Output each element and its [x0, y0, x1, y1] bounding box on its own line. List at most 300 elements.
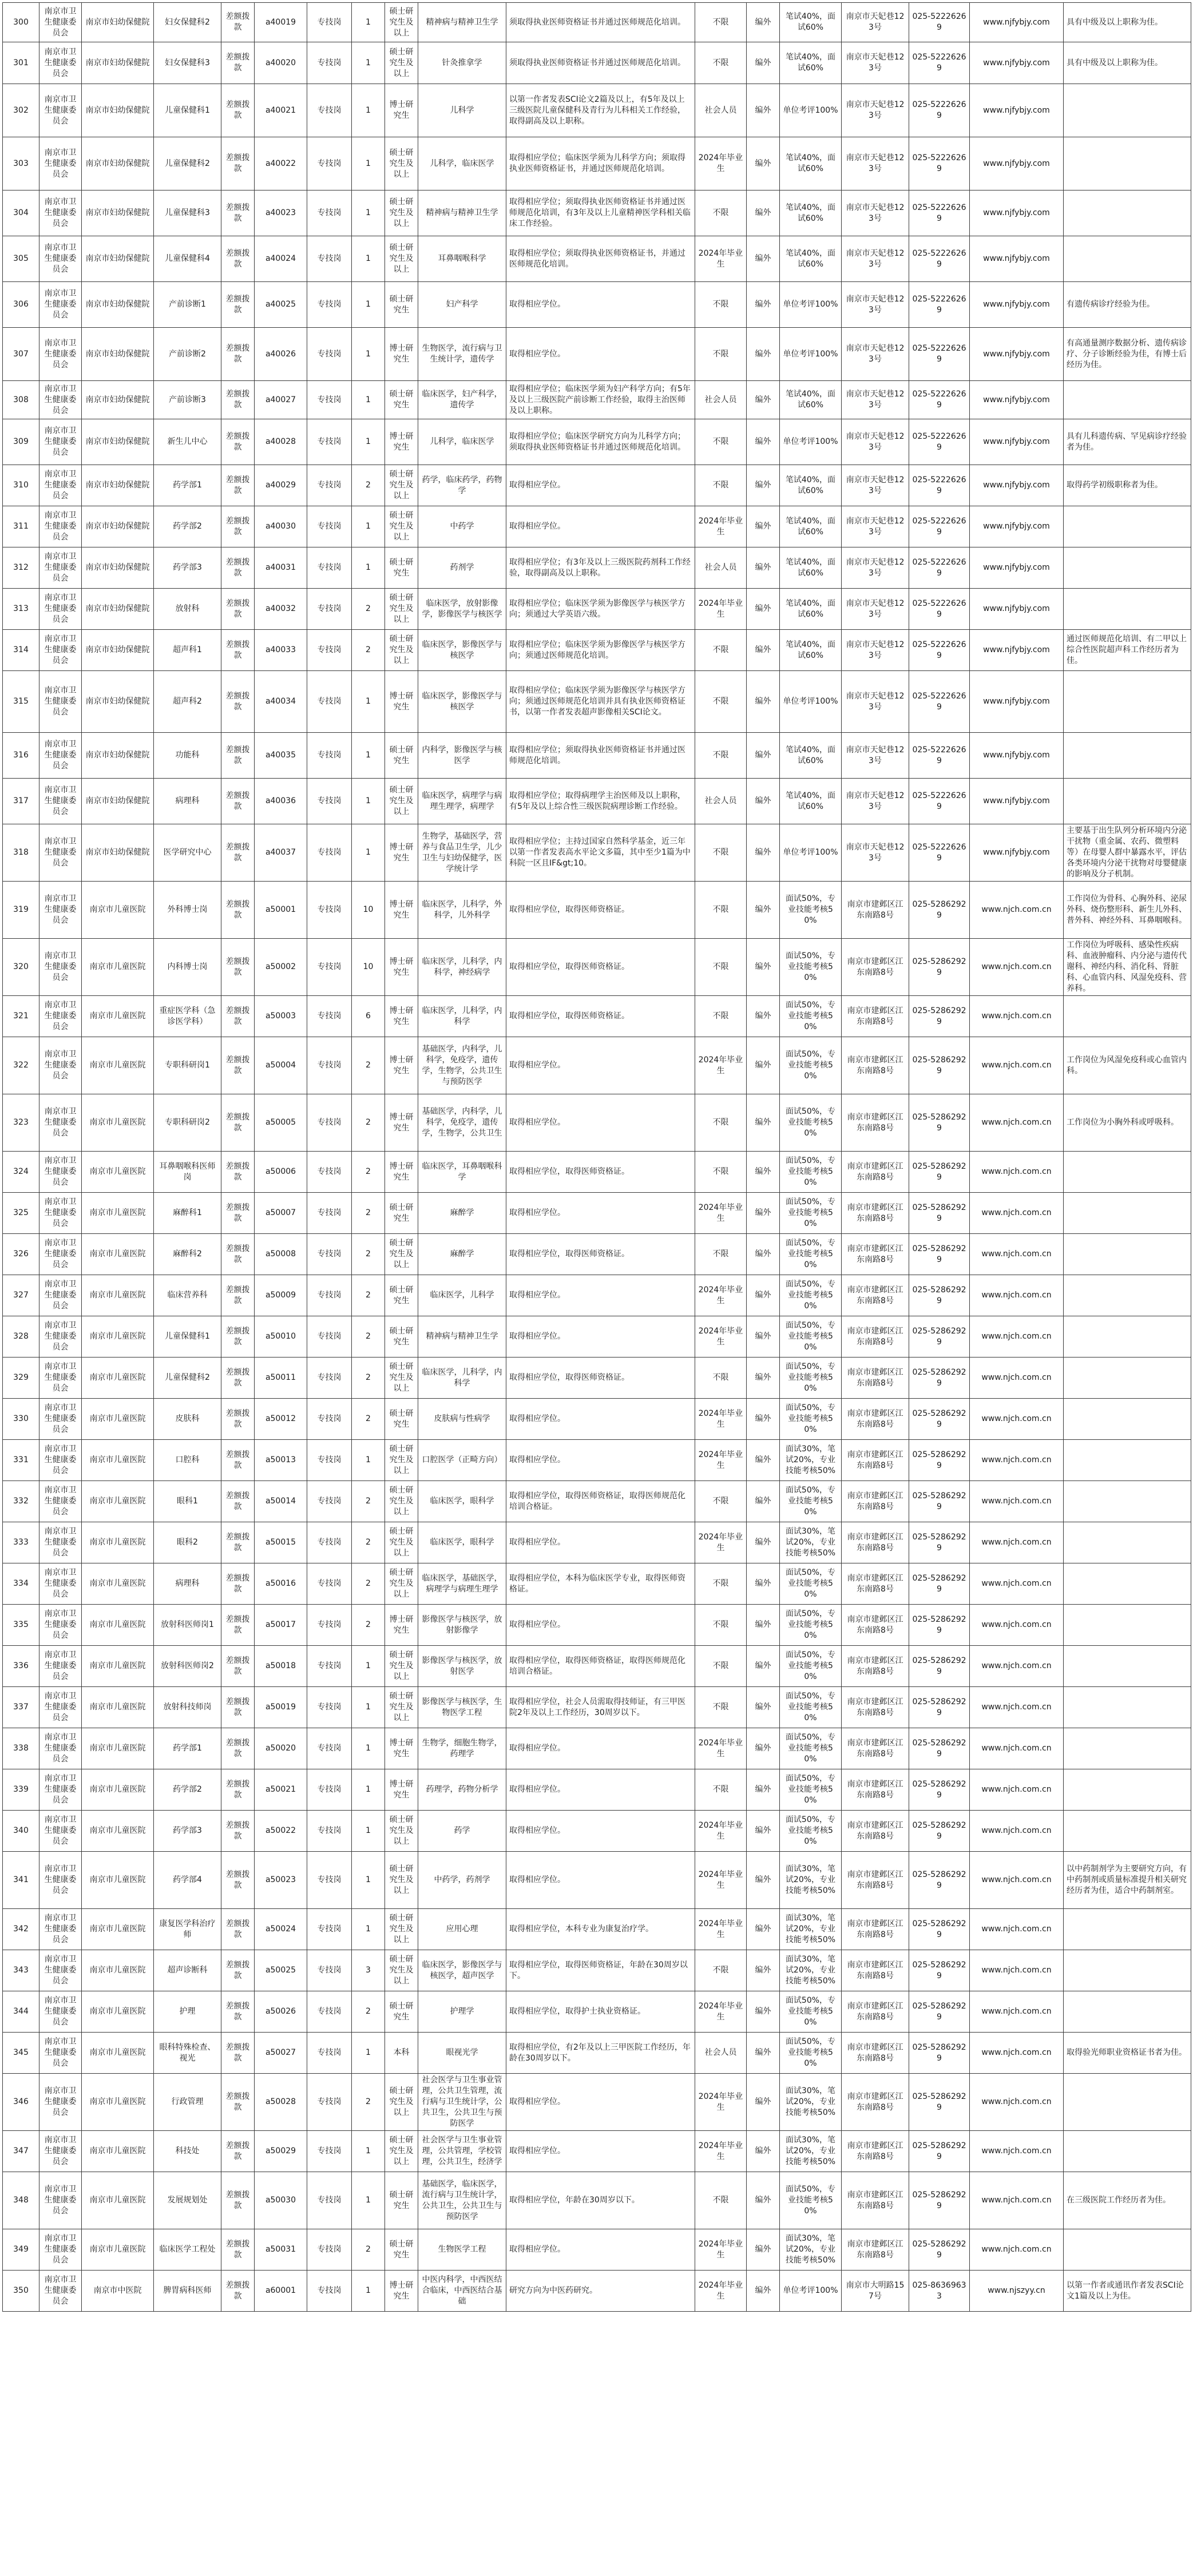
cell-education: 硕士研究生及以上 — [385, 1563, 418, 1605]
cell-phone: 025-52862929 — [909, 1275, 970, 1316]
cell-applicant-type: 社会人员 — [695, 381, 747, 419]
cell-website: www.njch.com.cn — [970, 1646, 1064, 1687]
cell-position-code: a40024 — [255, 236, 307, 282]
cell-major: 临床医学，基础医学，病理学与病理生理学 — [418, 1563, 506, 1605]
cell-education: 硕士研究生及以上 — [385, 630, 418, 671]
cell-address: 南京市天妃巷123号 — [842, 733, 909, 779]
cell-position-code: a40020 — [255, 42, 307, 84]
cell-position-name: 病理科 — [154, 779, 221, 824]
cell-department: 南京市卫生健康委员会 — [39, 419, 82, 465]
cell-funding-type: 差额拨款 — [221, 1275, 255, 1316]
cell-exam-ratio: 笔试40%，面试60% — [780, 589, 842, 630]
cell-applicant-type: 不限 — [695, 419, 747, 465]
cell-funding-type: 差额拨款 — [221, 381, 255, 419]
cell-major: 药学，临床药学，药物学 — [418, 465, 506, 506]
cell-website: www.njch.com.cn — [970, 2074, 1064, 2131]
cell-seq: 318 — [3, 824, 39, 882]
cell-employer: 南京市儿童医院 — [82, 2131, 154, 2172]
cell-website: www.njch.com.cn — [970, 1234, 1064, 1275]
cell-headcount: 2 — [352, 1399, 385, 1440]
cell-staffing: 编外 — [747, 2131, 780, 2172]
cell-applicant-type: 不限 — [695, 1646, 747, 1687]
cell-address: 南京市天妃巷123号 — [842, 190, 909, 236]
cell-remarks — [1064, 1563, 1191, 1605]
cell-requirements: 取得相应学位。 — [506, 1522, 695, 1563]
cell-headcount: 10 — [352, 939, 385, 996]
cell-staffing: 编外 — [747, 1094, 780, 1152]
cell-funding-type: 差额拨款 — [221, 1852, 255, 1909]
cell-website: www.njfybjy.com — [970, 506, 1064, 547]
cell-major: 药学 — [418, 1811, 506, 1852]
cell-position-category: 专技岗 — [307, 137, 352, 190]
cell-phone: 025-52226269 — [909, 824, 970, 882]
cell-requirements: 取得相应学位，本科为临床医学专业，取得医师资格证。 — [506, 1563, 695, 1605]
table-row — [3, 1037, 1191, 1094]
cell-applicant-type: 不限 — [695, 996, 747, 1037]
cell-position-category: 专技岗 — [307, 506, 352, 547]
cell-major: 精神病与精神卫生学 — [418, 1316, 506, 1358]
cell-position-name: 行政管理 — [154, 2074, 221, 2131]
cell-phone: 025-52226269 — [909, 190, 970, 236]
cell-position-category: 专技岗 — [307, 1399, 352, 1440]
table-row — [3, 589, 1191, 630]
cell-funding-type: 差额拨款 — [221, 779, 255, 824]
cell-employer: 南京市儿童医院 — [82, 1316, 154, 1358]
cell-employer: 南京市妇幼保健院 — [82, 381, 154, 419]
cell-phone: 025-52862929 — [909, 1687, 970, 1728]
cell-requirements: 取得相应学位。 — [506, 2229, 695, 2271]
cell-position-name: 医学研究中心 — [154, 824, 221, 882]
cell-applicant-type: 2024年毕业生 — [695, 1728, 747, 1769]
cell-requirements: 取得相应学位。 — [506, 1316, 695, 1358]
cell-applicant-type: 不限 — [695, 465, 747, 506]
cell-position-code: a40029 — [255, 465, 307, 506]
cell-headcount: 1 — [352, 2172, 385, 2229]
cell-applicant-type: 不限 — [695, 42, 747, 84]
cell-applicant-type: 不限 — [695, 882, 747, 939]
cell-position-name: 眼科2 — [154, 1522, 221, 1563]
cell-employer: 南京市儿童医院 — [82, 1234, 154, 1275]
cell-remarks — [1064, 1399, 1191, 1440]
cell-seq: 341 — [3, 1852, 39, 1909]
cell-requirements: 取得相应学位，取得医师资格证。 — [506, 882, 695, 939]
cell-staffing: 编外 — [747, 190, 780, 236]
cell-website: www.njfybjy.com — [970, 547, 1064, 589]
cell-staffing: 编外 — [747, 1275, 780, 1316]
cell-exam-ratio: 面试30%，笔试20%，专业技能考核50% — [780, 2229, 842, 2271]
cell-department: 南京市卫生健康委员会 — [39, 42, 82, 84]
cell-website: www.njfybjy.com — [970, 3, 1064, 42]
cell-remarks: 取得验光师职业资格证书者为佳。 — [1064, 2033, 1191, 2074]
cell-position-name: 产前诊断3 — [154, 381, 221, 419]
cell-education: 硕士研究生及以上 — [385, 1909, 418, 1950]
cell-funding-type: 差额拨款 — [221, 1094, 255, 1152]
cell-requirements: 取得相应学位，取得医师资格证。 — [506, 996, 695, 1037]
cell-remarks — [1064, 1358, 1191, 1399]
cell-phone: 025-52226269 — [909, 84, 970, 137]
table-row — [3, 282, 1191, 328]
cell-position-category: 专技岗 — [307, 1728, 352, 1769]
cell-position-category: 专技岗 — [307, 1275, 352, 1316]
cell-website: www.njch.com.cn — [970, 2172, 1064, 2229]
cell-position-category: 专技岗 — [307, 547, 352, 589]
cell-funding-type: 差额拨款 — [221, 547, 255, 589]
cell-position-category: 专技岗 — [307, 671, 352, 733]
cell-phone: 025-52862929 — [909, 1728, 970, 1769]
cell-requirements: 取得相应学位。 — [506, 282, 695, 328]
recruitment-table — [2, 2, 1191, 2312]
cell-remarks — [1064, 1769, 1191, 1811]
cell-staffing: 编外 — [747, 42, 780, 84]
cell-headcount: 2 — [352, 1563, 385, 1605]
cell-staffing: 编外 — [747, 1646, 780, 1687]
cell-position-code: a50028 — [255, 2074, 307, 2131]
cell-address: 南京市大明路157号 — [842, 2271, 909, 2312]
cell-website: www.njch.com.cn — [970, 1399, 1064, 1440]
cell-position-name: 超声诊断科 — [154, 1950, 221, 1991]
cell-applicant-type: 不限 — [695, 3, 747, 42]
cell-funding-type: 差额拨款 — [221, 1687, 255, 1728]
cell-seq: 345 — [3, 2033, 39, 2074]
cell-website: www.njfybjy.com — [970, 465, 1064, 506]
cell-position-category: 专技岗 — [307, 2271, 352, 2312]
cell-seq: 311 — [3, 506, 39, 547]
cell-seq: 331 — [3, 1440, 39, 1481]
cell-remarks — [1064, 1275, 1191, 1316]
cell-applicant-type: 2024年毕业生 — [695, 506, 747, 547]
cell-requirements: 取得相应学位；取得病理学主治医师及以上职称，有5年及以上综合性三级医院病理诊断工作经验。 — [506, 779, 695, 824]
cell-requirements: 取得相应学位，年龄在30周岁以下。 — [506, 2172, 695, 2229]
cell-position-code: a50022 — [255, 1811, 307, 1852]
cell-position-code: a50009 — [255, 1275, 307, 1316]
cell-position-category: 专技岗 — [307, 1037, 352, 1094]
cell-position-code: a40021 — [255, 84, 307, 137]
cell-exam-ratio: 笔试40%，面试60% — [780, 3, 842, 42]
cell-remarks: 工作岗位为骨科、心胸外科、泌尿外科、烧伤整形科、新生儿外科、普外科、神经外科、耳鼻咽喉科。 — [1064, 882, 1191, 939]
cell-website: www.njch.com.cn — [970, 1152, 1064, 1193]
cell-applicant-type: 不限 — [695, 2172, 747, 2229]
cell-remarks — [1064, 1728, 1191, 1769]
cell-education: 硕士研究生 — [385, 2172, 418, 2229]
cell-seq: 336 — [3, 1646, 39, 1687]
cell-phone: 025-52226269 — [909, 506, 970, 547]
cell-position-code: a60001 — [255, 2271, 307, 2312]
cell-exam-ratio: 面试30%，笔试20%，专业技能考核50% — [780, 1950, 842, 1991]
cell-seq: 329 — [3, 1358, 39, 1399]
cell-position-code: a50012 — [255, 1399, 307, 1440]
cell-headcount: 1 — [352, 282, 385, 328]
cell-position-category: 专技岗 — [307, 1811, 352, 1852]
cell-employer: 南京市妇幼保健院 — [82, 419, 154, 465]
cell-funding-type: 差额拨款 — [221, 1811, 255, 1852]
cell-remarks — [1064, 547, 1191, 589]
cell-remarks — [1064, 1991, 1191, 2033]
cell-headcount: 1 — [352, 1769, 385, 1811]
cell-position-name: 内科博士岗 — [154, 939, 221, 996]
cell-staffing: 编外 — [747, 419, 780, 465]
table-row — [3, 1481, 1191, 1522]
cell-phone: 025-52862929 — [909, 1193, 970, 1234]
cell-applicant-type: 不限 — [695, 671, 747, 733]
cell-headcount: 1 — [352, 236, 385, 282]
cell-exam-ratio: 笔试40%，面试60% — [780, 42, 842, 84]
cell-phone: 025-52862929 — [909, 1563, 970, 1605]
cell-position-name: 眼科特殊检查、视光 — [154, 2033, 221, 2074]
cell-position-name: 康复医学科治疗师 — [154, 1909, 221, 1950]
cell-requirements: 取得相应学位。 — [506, 2074, 695, 2131]
table-row — [3, 2033, 1191, 2074]
cell-major: 临床医学，儿科学，内科学，神经病学 — [418, 939, 506, 996]
cell-funding-type: 差额拨款 — [221, 190, 255, 236]
cell-address: 南京市建邺区江东南路8号 — [842, 1481, 909, 1522]
cell-seq: 347 — [3, 2131, 39, 2172]
cell-staffing: 编外 — [747, 1852, 780, 1909]
cell-funding-type: 差额拨款 — [221, 419, 255, 465]
cell-position-code: a50029 — [255, 2131, 307, 2172]
cell-position-code: a40019 — [255, 3, 307, 42]
cell-position-category: 专技岗 — [307, 1646, 352, 1687]
cell-education: 硕士研究生 — [385, 1193, 418, 1234]
cell-exam-ratio: 笔试40%，面试60% — [780, 547, 842, 589]
cell-requirements: 取得相应学位。 — [506, 1811, 695, 1852]
cell-position-name: 放射科医师岗1 — [154, 1605, 221, 1646]
cell-department: 南京市卫生健康委员会 — [39, 1769, 82, 1811]
cell-funding-type: 差额拨款 — [221, 671, 255, 733]
cell-funding-type: 差额拨款 — [221, 1769, 255, 1811]
table-row — [3, 939, 1191, 996]
cell-remarks — [1064, 1193, 1191, 1234]
cell-seq: 303 — [3, 137, 39, 190]
cell-headcount: 2 — [352, 1605, 385, 1646]
table-row — [3, 2172, 1191, 2229]
cell-major: 影像医学与核医学，放射影像学 — [418, 1605, 506, 1646]
cell-applicant-type: 2024年毕业生 — [695, 1037, 747, 1094]
cell-position-code: a40032 — [255, 589, 307, 630]
cell-exam-ratio: 单位考评100% — [780, 84, 842, 137]
cell-education: 硕士研究生 — [385, 1991, 418, 2033]
cell-department: 南京市卫生健康委员会 — [39, 824, 82, 882]
cell-position-name: 耳鼻咽喉科医师岗 — [154, 1152, 221, 1193]
cell-website: www.njch.com.cn — [970, 1811, 1064, 1852]
table-row — [3, 1193, 1191, 1234]
cell-website: www.njfybjy.com — [970, 137, 1064, 190]
cell-position-code: a40035 — [255, 733, 307, 779]
cell-funding-type: 差额拨款 — [221, 1728, 255, 1769]
cell-exam-ratio: 面试30%，笔试20%，专业技能考核50% — [780, 2074, 842, 2131]
cell-major: 耳鼻咽喉科学 — [418, 236, 506, 282]
cell-requirements: 取得相应学位。 — [506, 506, 695, 547]
cell-education: 硕士研究生 — [385, 2229, 418, 2271]
cell-applicant-type: 不限 — [695, 1481, 747, 1522]
cell-education: 博士研究生 — [385, 1605, 418, 1646]
cell-major: 皮肤病与性病学 — [418, 1399, 506, 1440]
cell-position-category: 专技岗 — [307, 2131, 352, 2172]
cell-remarks: 具有中级及以上职称为佳。 — [1064, 3, 1191, 42]
cell-department: 南京市卫生健康委员会 — [39, 236, 82, 282]
table-row — [3, 42, 1191, 84]
cell-education: 硕士研究生及以上 — [385, 1852, 418, 1909]
cell-requirements: 取得相应学位。 — [506, 328, 695, 381]
cell-employer: 南京市儿童医院 — [82, 1728, 154, 1769]
cell-address: 南京市建邺区江东南路8号 — [842, 1605, 909, 1646]
cell-remarks — [1064, 1605, 1191, 1646]
cell-remarks: 以第一作者或通讯作者发表SCI论文1篇及以上为佳。 — [1064, 2271, 1191, 2312]
cell-headcount: 1 — [352, 419, 385, 465]
cell-applicant-type: 2024年毕业生 — [695, 589, 747, 630]
cell-funding-type: 差额拨款 — [221, 465, 255, 506]
cell-address: 南京市天妃巷123号 — [842, 419, 909, 465]
cell-funding-type: 差额拨款 — [221, 282, 255, 328]
cell-position-name: 放射科 — [154, 589, 221, 630]
cell-major: 生物医学，流行病与卫生统计学，遗传学 — [418, 328, 506, 381]
cell-funding-type: 差额拨款 — [221, 824, 255, 882]
cell-phone: 025-52862929 — [909, 1316, 970, 1358]
cell-funding-type: 差额拨款 — [221, 1193, 255, 1234]
cell-education: 博士研究生 — [385, 419, 418, 465]
cell-address: 南京市建邺区江东南路8号 — [842, 1316, 909, 1358]
cell-education: 硕士研究生及以上 — [385, 1811, 418, 1852]
cell-exam-ratio: 笔试40%，面试60% — [780, 137, 842, 190]
cell-phone: 025-52862929 — [909, 2074, 970, 2131]
cell-education: 博士研究生 — [385, 2271, 418, 2312]
cell-seq: 314 — [3, 630, 39, 671]
cell-department: 南京市卫生健康委员会 — [39, 547, 82, 589]
cell-department: 南京市卫生健康委员会 — [39, 1852, 82, 1909]
cell-position-code: a50031 — [255, 2229, 307, 2271]
cell-position-code: a50018 — [255, 1646, 307, 1687]
cell-staffing: 编外 — [747, 84, 780, 137]
cell-website: www.njch.com.cn — [970, 1522, 1064, 1563]
cell-position-category: 专技岗 — [307, 733, 352, 779]
cell-website: www.njch.com.cn — [970, 1728, 1064, 1769]
cell-position-name: 病理科 — [154, 1563, 221, 1605]
table-row — [3, 1950, 1191, 1991]
cell-position-code: a50019 — [255, 1687, 307, 1728]
cell-education: 硕士研究生及以上 — [385, 137, 418, 190]
cell-address: 南京市建邺区江东南路8号 — [842, 2033, 909, 2074]
cell-applicant-type: 社会人员 — [695, 2033, 747, 2074]
cell-address: 南京市建邺区江东南路8号 — [842, 1358, 909, 1399]
cell-employer: 南京市儿童医院 — [82, 1481, 154, 1522]
cell-headcount: 1 — [352, 2131, 385, 2172]
cell-exam-ratio: 面试30%，笔试20%，专业技能考核50% — [780, 1522, 842, 1563]
cell-position-name: 妇女保健科3 — [154, 42, 221, 84]
cell-employer: 南京市儿童医院 — [82, 996, 154, 1037]
table-row — [3, 779, 1191, 824]
cell-education: 硕士研究生及以上 — [385, 3, 418, 42]
cell-position-code: a50030 — [255, 2172, 307, 2229]
cell-exam-ratio: 笔试40%，面试60% — [780, 733, 842, 779]
cell-address: 南京市天妃巷123号 — [842, 506, 909, 547]
cell-education: 博士研究生 — [385, 1728, 418, 1769]
cell-requirements: 取得相应学位，取得医师资格证，取得医师规范化培训合格证。 — [506, 1481, 695, 1522]
cell-position-category: 专技岗 — [307, 381, 352, 419]
cell-position-code: a40036 — [255, 779, 307, 824]
cell-seq: 317 — [3, 779, 39, 824]
cell-seq: 307 — [3, 328, 39, 381]
cell-website: www.njfybjy.com — [970, 630, 1064, 671]
cell-department: 南京市卫生健康委员会 — [39, 1646, 82, 1687]
cell-address: 南京市建邺区江东南路8号 — [842, 996, 909, 1037]
cell-requirements: 取得相应学位；须取得执业医师资格证书并通过医师规范化培训。 — [506, 733, 695, 779]
cell-phone: 025-52862929 — [909, 2131, 970, 2172]
cell-department: 南京市卫生健康委员会 — [39, 671, 82, 733]
cell-address: 南京市建邺区江东南路8号 — [842, 1811, 909, 1852]
cell-position-name: 临床医学工程处 — [154, 2229, 221, 2271]
cell-department: 南京市卫生健康委员会 — [39, 2172, 82, 2229]
cell-position-name: 儿童保健科1 — [154, 1316, 221, 1358]
cell-address: 南京市天妃巷123号 — [842, 42, 909, 84]
cell-employer: 南京市儿童医院 — [82, 1037, 154, 1094]
cell-education: 硕士研究生及以上 — [385, 1440, 418, 1481]
cell-seq: 320 — [3, 939, 39, 996]
cell-position-code: a50016 — [255, 1563, 307, 1605]
cell-department: 南京市卫生健康委员会 — [39, 1605, 82, 1646]
cell-seq: 327 — [3, 1275, 39, 1316]
cell-department: 南京市卫生健康委员会 — [39, 1037, 82, 1094]
cell-website: www.njch.com.cn — [970, 1950, 1064, 1991]
cell-department: 南京市卫生健康委员会 — [39, 1563, 82, 1605]
cell-headcount: 2 — [352, 1316, 385, 1358]
cell-employer: 南京市妇幼保健院 — [82, 824, 154, 882]
cell-education: 硕士研究生及以上 — [385, 779, 418, 824]
cell-position-code: a50026 — [255, 1991, 307, 2033]
cell-headcount: 2 — [352, 1481, 385, 1522]
cell-staffing: 编外 — [747, 465, 780, 506]
cell-exam-ratio: 面试50%，专业技能考核50% — [780, 1728, 842, 1769]
cell-requirements: 取得相应学位，取得医师资格证，年龄在30周岁以下。 — [506, 1950, 695, 1991]
cell-applicant-type: 2024年毕业生 — [695, 1316, 747, 1358]
cell-phone: 025-52862929 — [909, 1646, 970, 1687]
cell-phone: 025-52862929 — [909, 1481, 970, 1522]
cell-headcount: 1 — [352, 1440, 385, 1481]
cell-education: 硕士研究生 — [385, 1316, 418, 1358]
cell-remarks: 具有中级及以上职称为佳。 — [1064, 42, 1191, 84]
cell-website: www.njch.com.cn — [970, 1358, 1064, 1399]
cell-remarks — [1064, 137, 1191, 190]
cell-exam-ratio: 笔试40%，面试60% — [780, 190, 842, 236]
cell-position-code: a50024 — [255, 1909, 307, 1950]
cell-position-category: 专技岗 — [307, 1769, 352, 1811]
cell-position-code: a50027 — [255, 2033, 307, 2074]
cell-employer: 南京市儿童医院 — [82, 1991, 154, 2033]
cell-employer: 南京市儿童医院 — [82, 1646, 154, 1687]
cell-headcount: 1 — [352, 506, 385, 547]
cell-department: 南京市卫生健康委员会 — [39, 882, 82, 939]
cell-requirements: 取得相应学位，社会人员需取得技师证，有三甲医院2年及以上工作经历，30周岁以下。 — [506, 1687, 695, 1728]
cell-headcount: 1 — [352, 547, 385, 589]
cell-staffing: 编外 — [747, 779, 780, 824]
cell-remarks: 工作岗位为风湿免疫科或心血管内科。 — [1064, 1037, 1191, 1094]
cell-requirements: 须取得执业医师资格证书并通过医师规范化培训。 — [506, 42, 695, 84]
cell-staffing: 编外 — [747, 2172, 780, 2229]
table-row — [3, 1094, 1191, 1152]
cell-employer: 南京市妇幼保健院 — [82, 190, 154, 236]
cell-position-code: a50007 — [255, 1193, 307, 1234]
cell-website: www.njch.com.cn — [970, 1909, 1064, 1950]
cell-remarks — [1064, 1440, 1191, 1481]
table-row — [3, 1687, 1191, 1728]
cell-funding-type: 差额拨款 — [221, 1358, 255, 1399]
cell-major: 儿科学，临床医学 — [418, 137, 506, 190]
cell-position-category: 专技岗 — [307, 1852, 352, 1909]
cell-exam-ratio: 笔试40%，面试60% — [780, 236, 842, 282]
cell-requirements: 取得相应学位，取得医师资格证。 — [506, 939, 695, 996]
cell-funding-type: 差额拨款 — [221, 84, 255, 137]
cell-funding-type: 差额拨款 — [221, 236, 255, 282]
cell-department: 南京市卫生健康委员会 — [39, 939, 82, 996]
cell-position-code: a40027 — [255, 381, 307, 419]
